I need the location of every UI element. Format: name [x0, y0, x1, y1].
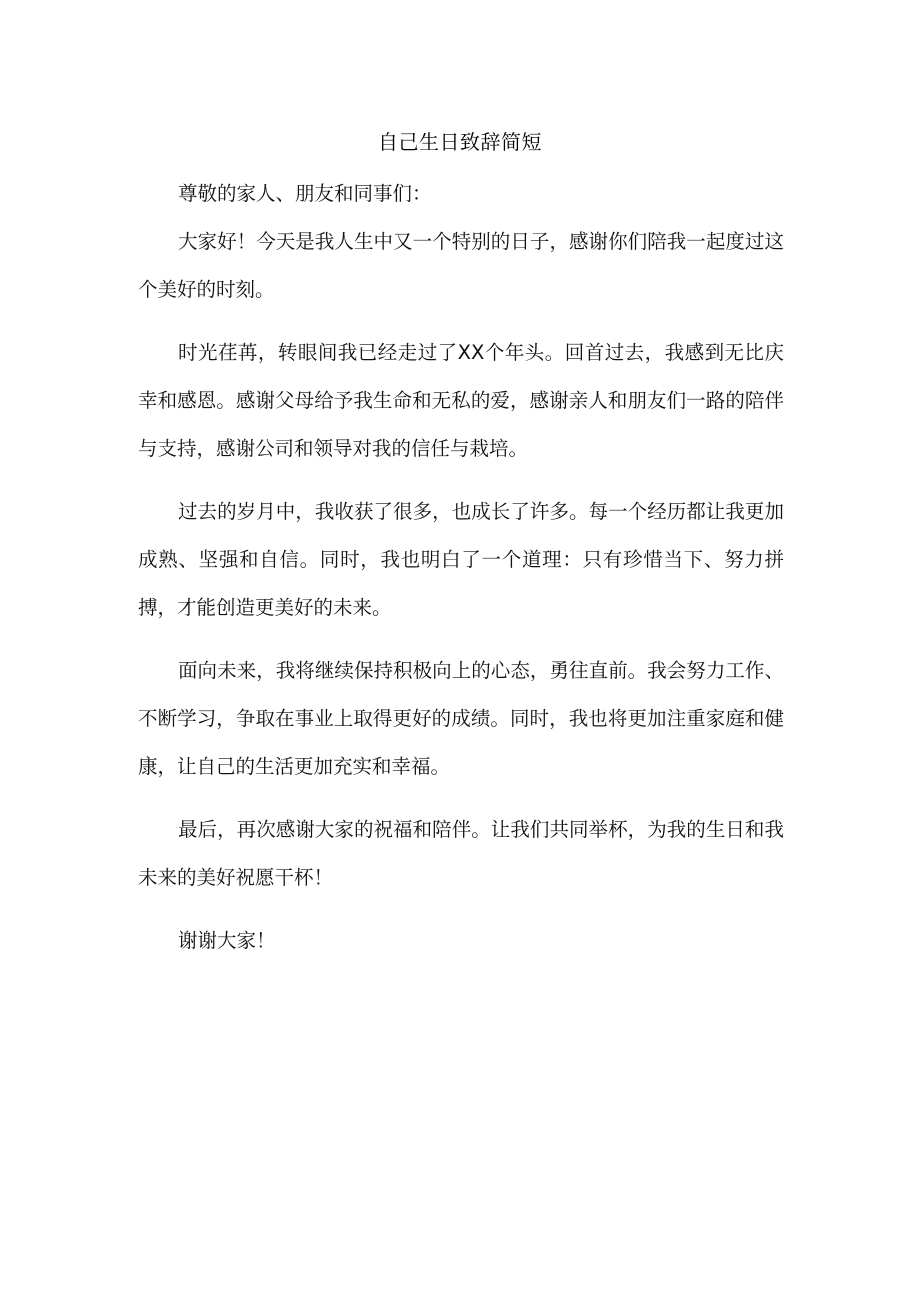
closing-paragraph: 谢谢大家！	[178, 929, 276, 952]
document-title: 自己生日致辞简短	[378, 130, 542, 154]
body-paragraph: 时光荏苒，转眼间我已经走过了XX个年头。回首过去，我感到无比庆幸和感恩。感谢父母给予我生命和无私的爱，感谢亲人和朋友们一路的陪伴与支持，感谢公司和领导对我的信任与栽培。	[138, 341, 784, 460]
body-paragraph: 过去的岁月中，我收获了很多，也成长了许多。每一个经历都让我更加成熟、坚强和自信。同时，我也明白了一个道理：只有珍惜当下、努力拼搏，才能创造更美好的未来。	[138, 500, 784, 619]
document-body	[138, 170, 784, 965]
body-paragraph: 最后，再次感谢大家的祝福和陪伴。让我们共同举杯，为我的生日和我未来的美好祝愿干杯！	[138, 818, 784, 889]
body-paragraph: 大家好！今天是我人生中又一个特别的日子，感谢你们陪我一起度过这个美好的时刻。	[138, 230, 784, 301]
body-paragraph: 面向未来，我将继续保持积极向上的心态，勇往直前。我会努力工作、不断学习，争取在事业上取得更好的成绩。同时，我也将更加注重家庭和健康，让自己的生活更加充实和幸福。	[138, 659, 784, 778]
salutation-paragraph: 尊敬的家人、朋友和同事们：	[178, 182, 432, 205]
